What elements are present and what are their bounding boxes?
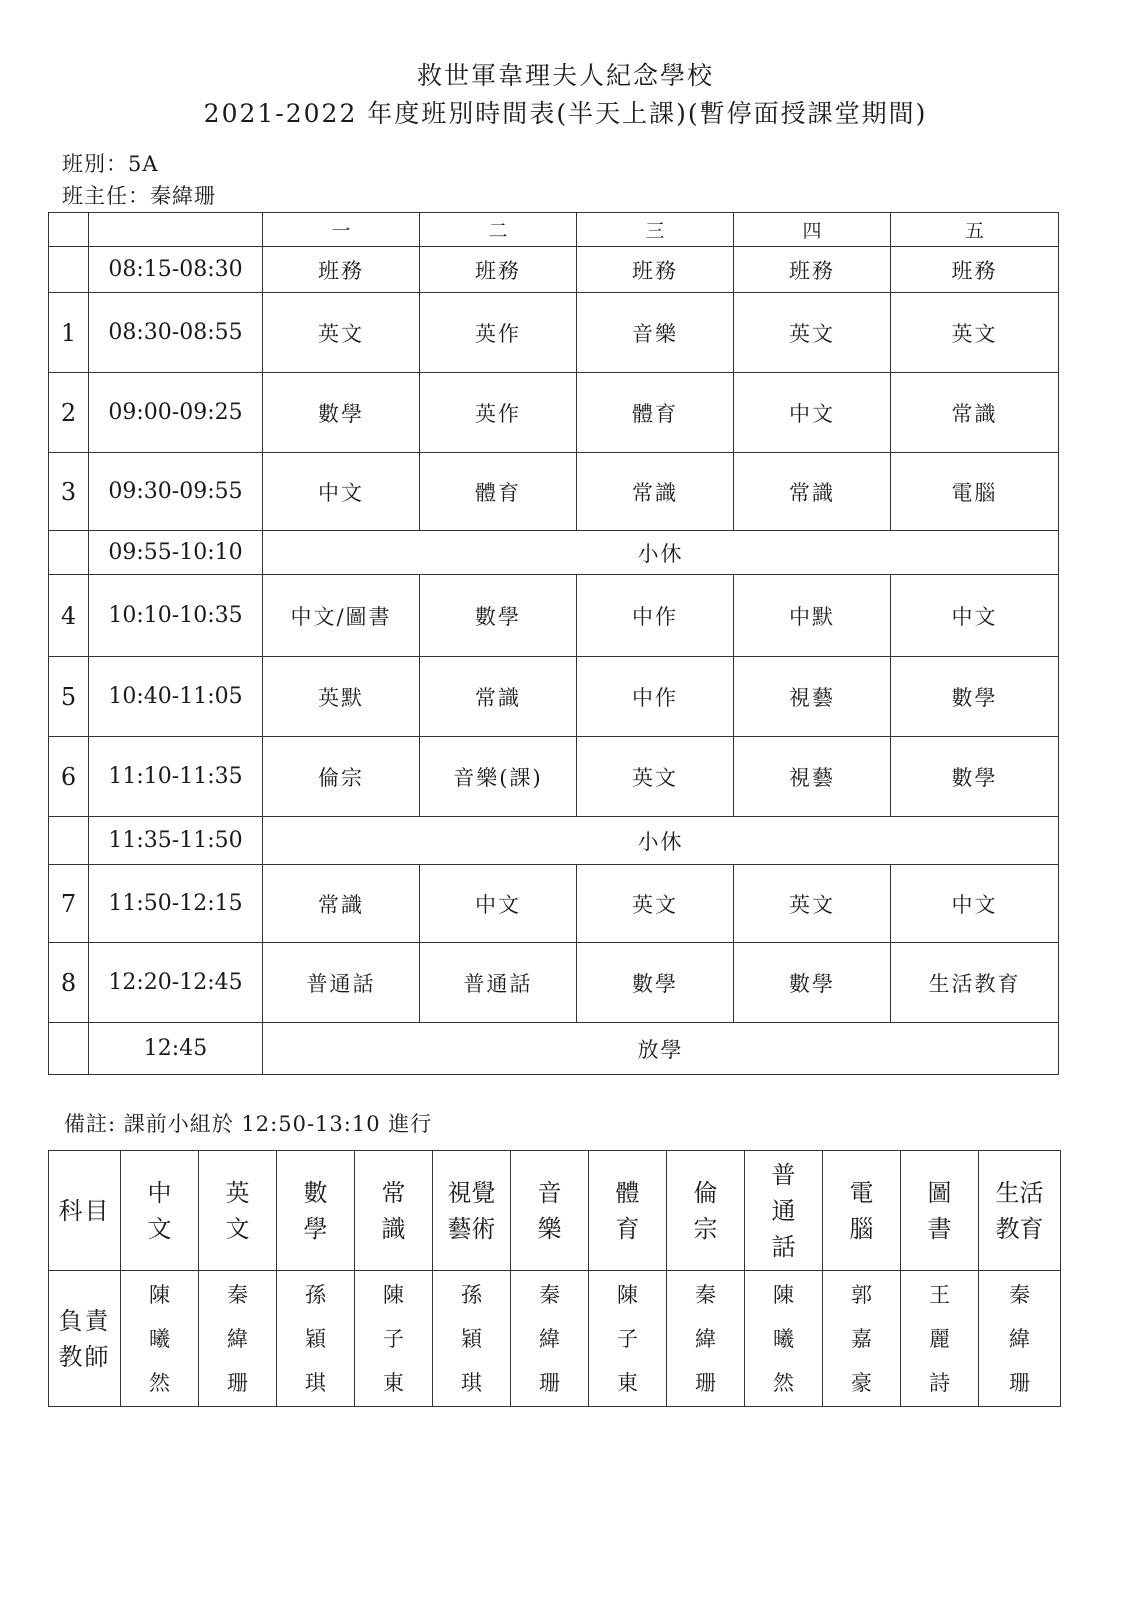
lesson-cell: 倫宗 (263, 737, 420, 817)
break-cell: 放學 (263, 1023, 1059, 1075)
lesson-cell: 班務 (420, 247, 577, 293)
lesson-cell: 音樂 (577, 293, 734, 373)
period-number: 6 (49, 737, 89, 817)
lesson-cell: 體育 (577, 373, 734, 453)
period-number: 5 (49, 657, 89, 737)
teacher-name-cell: 陳 曦 然 (121, 1271, 199, 1407)
period-number (49, 247, 89, 293)
timetable-title: 2021-2022 年度班別時間表(半天上課)(暫停面授課堂期間) (203, 99, 928, 128)
school-name: 救世軍韋理夫人紀念學校 (416, 61, 714, 90)
timetable-row (49, 373, 1059, 453)
lesson-cell: 生活教育 (891, 943, 1059, 1023)
lesson-cell: 常識 (577, 453, 734, 531)
time-slot: 09:30-09:55 (89, 453, 263, 531)
teacher-name-cell: 陳 子 東 (355, 1271, 433, 1407)
lesson-cell: 數學 (577, 943, 734, 1023)
lesson-cell: 英文 (577, 737, 734, 817)
time-slot: 10:40-11:05 (89, 657, 263, 737)
period-number (49, 1023, 89, 1075)
lesson-cell: 中默 (734, 575, 891, 657)
period-number: 3 (49, 453, 89, 531)
time-slot: 12:20-12:45 (89, 943, 263, 1023)
lesson-cell: 中文 (734, 373, 891, 453)
lesson-cell: 普通話 (263, 943, 420, 1023)
teacher-name-cell: 孫 穎 琪 (433, 1271, 511, 1407)
teacher-name-cell: 孫 穎 琪 (277, 1271, 355, 1407)
lesson-cell: 音樂(課) (420, 737, 577, 817)
day-header: 四 (734, 213, 891, 247)
lesson-cell: 電腦 (891, 453, 1059, 531)
subject-name-cell: 常 識 (355, 1151, 433, 1271)
timetable-row (49, 531, 1059, 575)
lesson-cell: 班務 (263, 247, 420, 293)
lesson-cell: 中文 (420, 865, 577, 943)
lesson-cell: 數學 (891, 657, 1059, 737)
subject-name-cell: 中 文 (121, 1151, 199, 1271)
lesson-cell: 英文 (263, 293, 420, 373)
lesson-cell: 英默 (263, 657, 420, 737)
period-number (49, 817, 89, 865)
timetable-row (49, 1023, 1059, 1075)
lesson-cell: 英文 (577, 865, 734, 943)
lesson-cell: 視藝 (734, 657, 891, 737)
lesson-cell: 常識 (420, 657, 577, 737)
day-header: 一 (263, 213, 420, 247)
subject-teacher-table (48, 1150, 1061, 1407)
teacher-name-cell: 秦 緯 珊 (511, 1271, 589, 1407)
class-teacher-label: 班主任：秦緯珊 (62, 184, 216, 208)
lesson-cell: 體育 (420, 453, 577, 531)
lesson-cell: 班務 (891, 247, 1059, 293)
timetable-header-row (49, 213, 1059, 247)
timetable-row (49, 453, 1059, 531)
timetable-row (49, 865, 1059, 943)
period-number: 8 (49, 943, 89, 1023)
time-header (89, 213, 263, 247)
lesson-cell: 中文/圖書 (263, 575, 420, 657)
lesson-cell: 班務 (734, 247, 891, 293)
timetable-row (49, 737, 1059, 817)
teacher-name-cell: 秦 緯 珊 (667, 1271, 745, 1407)
lesson-cell: 中文 (263, 453, 420, 531)
timetable-row (49, 293, 1059, 373)
time-slot: 11:10-11:35 (89, 737, 263, 817)
period-header (49, 213, 89, 247)
subject-name-cell: 倫 宗 (667, 1151, 745, 1271)
lesson-cell: 常識 (891, 373, 1059, 453)
lesson-cell: 班務 (577, 247, 734, 293)
day-header: 二 (420, 213, 577, 247)
lesson-cell: 常識 (263, 865, 420, 943)
teacher-name-cell: 秦 緯 珊 (199, 1271, 277, 1407)
break-cell: 小休 (263, 531, 1059, 575)
period-number: 4 (49, 575, 89, 657)
lesson-cell: 數學 (420, 575, 577, 657)
remark-note: 備註: 課前小組於 12:50-13:10 進行 (64, 1112, 433, 1136)
time-slot: 09:55-10:10 (89, 531, 263, 575)
subject-name-cell: 英 文 (199, 1151, 277, 1271)
teacher-name-cell: 郭 嘉 豪 (823, 1271, 901, 1407)
teacher-name-cell: 陳 子 東 (589, 1271, 667, 1407)
lesson-cell: 視藝 (734, 737, 891, 817)
lesson-cell: 中作 (577, 657, 734, 737)
period-number: 2 (49, 373, 89, 453)
lesson-cell: 英作 (420, 293, 577, 373)
period-number: 1 (49, 293, 89, 373)
time-slot: 11:50-12:15 (89, 865, 263, 943)
lesson-cell: 英文 (734, 865, 891, 943)
subject-name-cell: 普 通 話 (745, 1151, 823, 1271)
subject-name-cell: 視覺 藝術 (433, 1151, 511, 1271)
lesson-cell: 數學 (734, 943, 891, 1023)
lesson-cell: 普通話 (420, 943, 577, 1023)
teacher-name-cell: 陳 曦 然 (745, 1271, 823, 1407)
lesson-cell: 英文 (734, 293, 891, 373)
lesson-cell: 中文 (891, 575, 1059, 657)
class-label: 班別：5A (62, 152, 159, 176)
lesson-cell: 數學 (263, 373, 420, 453)
lesson-cell: 英文 (891, 293, 1059, 373)
teacher-name-cell: 秦 緯 珊 (979, 1271, 1061, 1407)
timetable-row (49, 247, 1059, 293)
lesson-cell: 英作 (420, 373, 577, 453)
timetable-row (49, 943, 1059, 1023)
period-number (49, 531, 89, 575)
time-slot: 12:45 (89, 1023, 263, 1075)
time-slot: 10:10-10:35 (89, 575, 263, 657)
class-timetable (48, 212, 1059, 1075)
break-cell: 小休 (263, 817, 1059, 865)
subject-name-cell: 生活 教育 (979, 1151, 1061, 1271)
subject-name-cell: 電 腦 (823, 1151, 901, 1271)
subject-name-cell: 音 樂 (511, 1151, 589, 1271)
lesson-cell: 中作 (577, 575, 734, 657)
teacher-header: 負責 教師 (49, 1271, 121, 1407)
subject-name-cell: 數 學 (277, 1151, 355, 1271)
day-header: 三 (577, 213, 734, 247)
subject-header: 科目 (49, 1151, 121, 1271)
timetable-row (49, 817, 1059, 865)
time-slot: 08:30-08:55 (89, 293, 263, 373)
lesson-cell: 常識 (734, 453, 891, 531)
teacher-name-cell: 王 麗 詩 (901, 1271, 979, 1407)
timetable-row (49, 575, 1059, 657)
time-slot: 11:35-11:50 (89, 817, 263, 865)
time-slot: 08:15-08:30 (89, 247, 263, 293)
lesson-cell: 中文 (891, 865, 1059, 943)
subject-name-cell: 體 育 (589, 1151, 667, 1271)
time-slot: 09:00-09:25 (89, 373, 263, 453)
lesson-cell: 數學 (891, 737, 1059, 817)
day-header: 五 (891, 213, 1059, 247)
subject-name-cell: 圖 書 (901, 1151, 979, 1271)
timetable-row (49, 657, 1059, 737)
period-number: 7 (49, 865, 89, 943)
